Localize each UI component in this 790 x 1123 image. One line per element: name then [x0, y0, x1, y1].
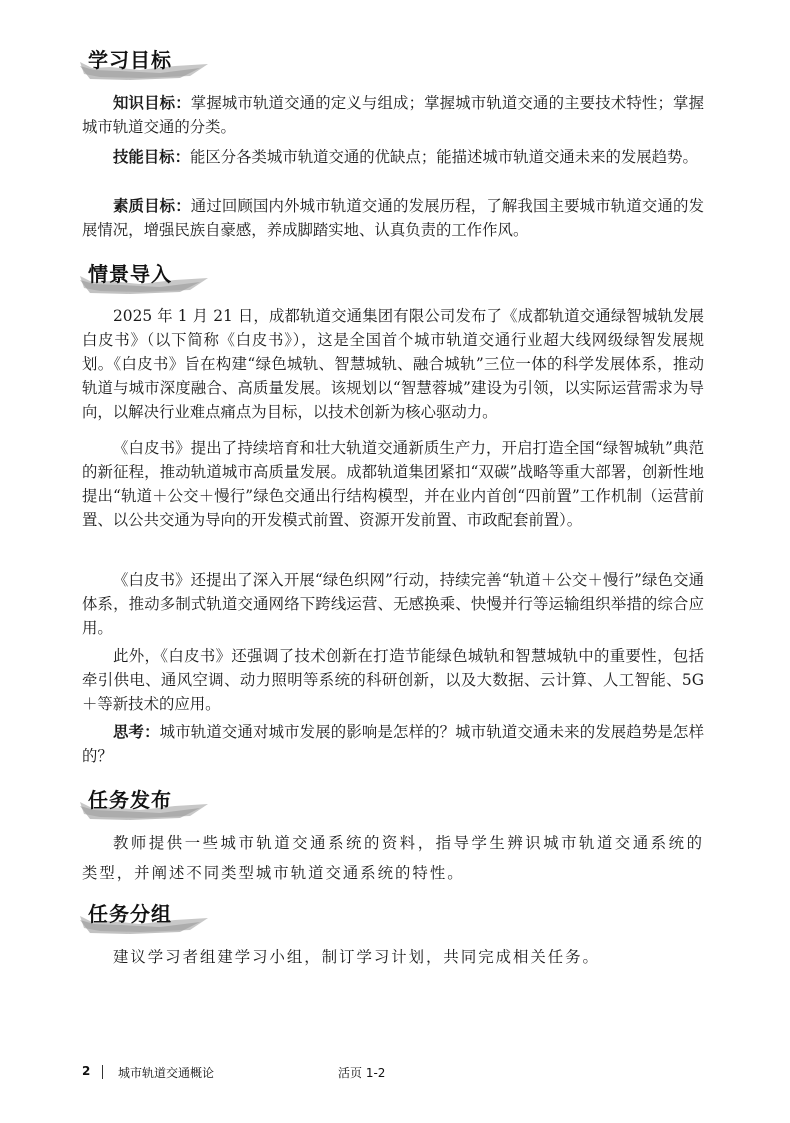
skill-objective — [82, 145, 704, 169]
section-header-task-group — [80, 894, 250, 934]
quality-label: 素质目标： — [113, 197, 191, 215]
page-footer — [82, 1064, 482, 1084]
think-text: 城市轨道交通对城市发展的影响是怎样的？城市轨道交通未来的发展趋势是怎样的？ — [82, 723, 704, 765]
scenario-paragraph-2: 《白皮书》提出了持续培育和壮大轨道交通新质生产力，开启打造全国“绿智城轨”典范的新征程，推动轨道城市高质量发展。成都轨道集团紧扣“双碳”战略等重大部署，创新性地提出“轨道＋公交＋慢行”绿色交通出行结构模型，并在业内首创“四前置”工作机制（运营前置、以公共交通为导向的开发模式前置、资源开发前置、市政配套前置）。 — [82, 439, 704, 529]
think-question — [82, 720, 704, 768]
knowledge-label: 知识目标： — [113, 94, 191, 112]
task-release-text: 教师提供一些城市轨道交通系统的资料，指导学生辨识城市轨道交通系统的类型，并阐述不同类型城市轨道交通系统的特性。 — [82, 834, 704, 882]
scenario-paragraph-1: 2025 年 1 月 21 日，成都轨道交通集团有限公司发布了《成都轨道交通绿智城轨发展白皮书》（以下简称《白皮书》），这是全国首个城市轨道交通行业超大线网级绿智发展规划。《白皮书》旨在构建“绿色城轨、智慧城轨、融合城轨”三位一体的科学发展体系，推动轨道与城市深度融合、高质量发展。该规划以“智慧蓉城”建设为引领，以实际运营需求为导向，以解决行业难点痛点为目标，以技术创新为核心驱动力。 — [82, 307, 704, 421]
knowledge-objective — [82, 91, 704, 139]
quality-objective — [82, 194, 704, 242]
scenario-paragraph-3: 《白皮书》还提出了深入开展“绿色织网”行动，持续完善“轨道＋公交＋慢行”绿色交通体系，推动多制式轨道交通网络下跨线运营、无感换乘、快慢并行等运输组织举措的综合应用。 — [82, 571, 704, 637]
section-title: 情景导入 — [88, 262, 172, 286]
quality-text: 通过回顾国内外城市轨道交通的发展历程，了解我国主要城市轨道交通的发展情况，增强民族自豪感，养成脚踏实地、认真负责的工作作风。 — [82, 197, 704, 239]
section-title: 任务分组 — [88, 902, 172, 926]
section-header-scenario — [80, 254, 250, 294]
page-number: 2 — [82, 1064, 91, 1078]
section-header-task-release — [80, 780, 250, 820]
skill-text: 能区分各类城市轨道交通的优缺点；能描述城市轨道交通未来的发展趋势。 — [189, 148, 698, 166]
skill-label: 技能目标： — [113, 148, 190, 166]
scenario-paragraph-4: 此外，《白皮书》还强调了技术创新在打造节能绿色城轨和智慧城轨中的重要性，包括牵引供电、通风空调、动力照明等系统的科研创新，以及大数据、云计算、人工智能、5G＋等新技术的应用。 — [82, 647, 704, 713]
section-title: 任务发布 — [88, 788, 172, 812]
section-title: 学习目标 — [88, 48, 172, 72]
footer-divider — [102, 1065, 103, 1079]
loose-leaf-label: 活页 1-2 — [338, 1066, 386, 1080]
book-title: 城市轨道交通概论 — [118, 1066, 215, 1080]
section-header-objectives — [80, 40, 250, 80]
knowledge-text: 掌握城市轨道交通的定义与组成；掌握城市轨道交通的主要技术特性；掌握城市轨道交通的分类。 — [82, 94, 704, 136]
think-label: 思考： — [113, 723, 160, 741]
task-group-text: 建议学习者组建学习小组，制订学习计划，共同完成相关任务。 — [113, 948, 600, 966]
